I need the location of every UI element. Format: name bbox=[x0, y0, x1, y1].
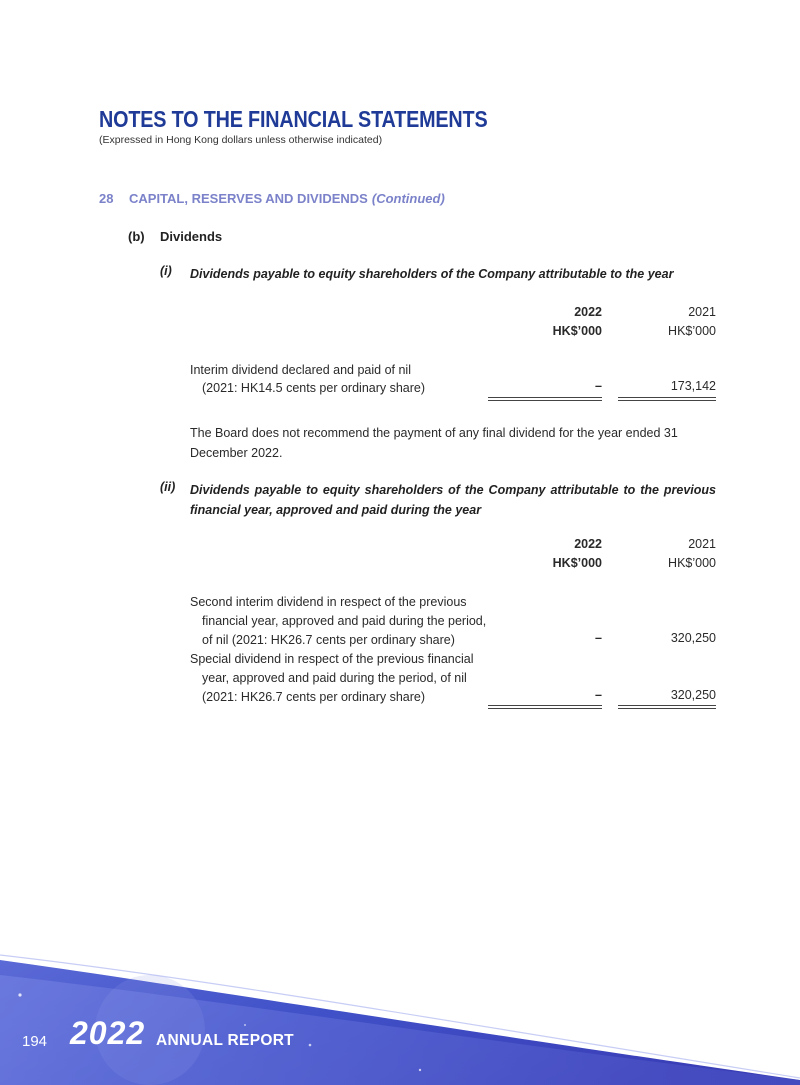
item1-col-2021-year: 2021 bbox=[688, 305, 716, 319]
footer-report-label: ANNUAL REPORT bbox=[156, 1032, 294, 1049]
section-heading bbox=[99, 191, 445, 206]
item1-row-2021: 173,142 bbox=[670, 379, 716, 393]
item2-row1-line2: financial year, approved and paid during the period, bbox=[202, 614, 487, 628]
item2-row1-2021: 320,250 bbox=[670, 631, 716, 645]
item1-title: Dividends payable to equity shareholders of the Company attributable to the year bbox=[190, 267, 674, 281]
item2-row2-2021: 320,250 bbox=[670, 688, 716, 702]
item2-row2-line3: (2021: HK26.7 cents per ordinary share) bbox=[202, 690, 426, 704]
item1-note: The Board does not recommend the payment of any final dividend for the year ended 31 December 2022. bbox=[190, 426, 678, 460]
item1-label: (i) bbox=[160, 264, 172, 278]
item2-total-rule-2022 bbox=[488, 705, 602, 709]
item2-row2-line2: year, approved and paid during the period, of nil bbox=[202, 671, 467, 685]
item2-row2-2022: – bbox=[595, 688, 602, 702]
footer-year: 2022 bbox=[70, 1015, 146, 1051]
page-subtitle: (Expressed in Hong Kong dollars unless otherwise indicated) bbox=[99, 134, 383, 146]
item2-row1-2022: – bbox=[595, 631, 602, 645]
subsection-heading bbox=[128, 229, 222, 244]
item1-total-rule-2022 bbox=[488, 397, 602, 401]
subsection-label: (b) bbox=[128, 229, 145, 244]
item1-row-line1: Interim dividend declared and paid of nil bbox=[190, 363, 411, 377]
item1-col-2022-year: 2022 bbox=[574, 305, 602, 319]
item2-col-2021-year: 2021 bbox=[688, 537, 716, 551]
item2-row2-line1: Special dividend in respect of the previous financial bbox=[190, 652, 474, 666]
item2-total-rule-2021 bbox=[618, 705, 716, 709]
item2-label: (ii) bbox=[160, 480, 176, 494]
item2-row1-line3: of nil (2021: HK26.7 cents per ordinary share) bbox=[202, 633, 455, 647]
item2-col-2021-unit: HK$’000 bbox=[668, 556, 716, 570]
footer-wave-graphic bbox=[0, 930, 800, 1085]
item2-col-2022-year: 2022 bbox=[574, 537, 602, 551]
section-continued: (Continued) bbox=[371, 191, 445, 206]
item1-total-rule-2021 bbox=[618, 397, 716, 401]
item1-col-2022-unit: HK$’000 bbox=[552, 324, 602, 338]
section-number: 28 bbox=[99, 191, 114, 206]
page-title: NOTES TO THE FINANCIAL STATEMENTS bbox=[99, 106, 488, 132]
item2-col-2022-unit: HK$’000 bbox=[552, 556, 602, 570]
item1-row-line2: (2021: HK14.5 cents per ordinary share) bbox=[202, 381, 426, 395]
item2-row1-line1: Second interim dividend in respect of the previous bbox=[190, 595, 467, 609]
page-number: 194 bbox=[22, 1033, 48, 1050]
item1-col-2021-unit: HK$’000 bbox=[668, 324, 716, 338]
item1-row-2022: – bbox=[595, 379, 602, 393]
item2-title: Dividends payable to equity shareholders of the Company attributable to the previous financial year, approved and paid during the year bbox=[190, 483, 716, 517]
subsection-title: Dividends bbox=[160, 229, 223, 244]
section-title: CAPITAL, RESERVES AND DIVIDENDS bbox=[129, 191, 368, 206]
